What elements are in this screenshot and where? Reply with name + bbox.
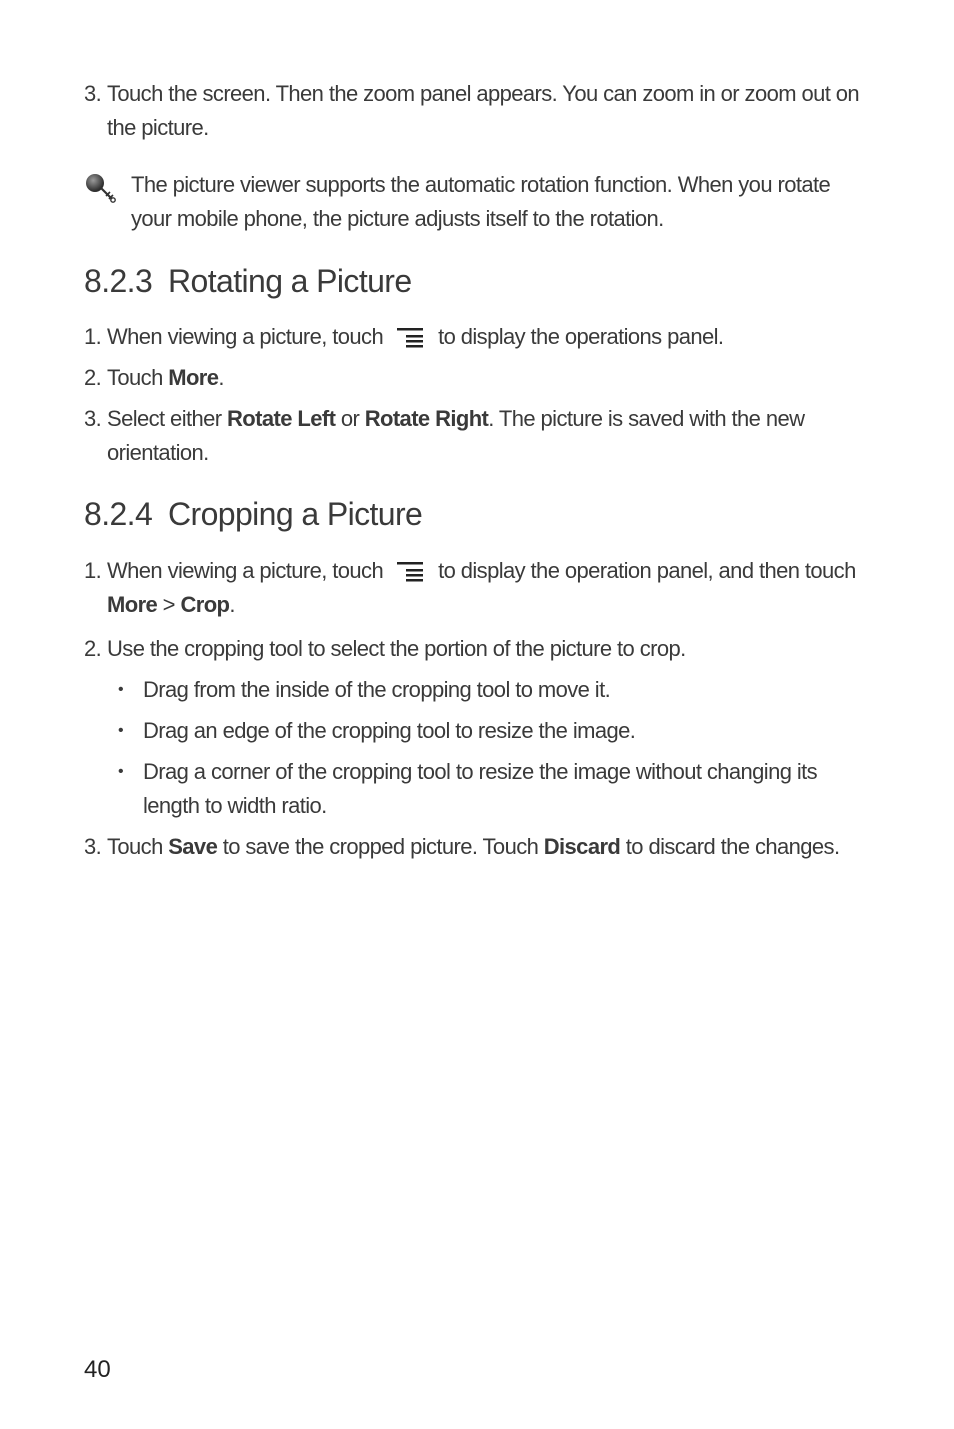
discard-label: Discard (543, 834, 621, 859)
rotate-step-1 (84, 320, 874, 354)
step-number: 2. (84, 365, 102, 390)
section-number: 8.2.3 (84, 263, 153, 299)
step-number: 3. (84, 834, 102, 859)
step-text: Select either (107, 406, 228, 431)
rotate-step-2 (84, 361, 874, 395)
list-item (118, 714, 874, 748)
step-number: 2. (84, 636, 102, 661)
section-heading-rotating (84, 261, 412, 301)
path-separator: > (157, 592, 181, 617)
step-text: Use the cropping tool to select the portion of the picture to crop. (107, 636, 686, 661)
step-text: . The picture is saved with the new orientation. (107, 406, 805, 465)
bullet-dot: • (118, 681, 124, 698)
step-text: to discard the changes. (620, 834, 840, 859)
more-label: More (107, 592, 158, 617)
crop-step-3 (84, 830, 874, 864)
step-text: to display the operations panel. (438, 324, 724, 349)
save-label: Save (168, 834, 218, 859)
bullet-text: Drag a corner of the cropping tool to resize the image without changing its length to width ratio. (143, 759, 818, 818)
crop-label: Crop (180, 592, 230, 617)
bullet-text: Drag an edge of the cropping tool to resize the image. (143, 718, 636, 743)
step-text: . (229, 592, 235, 617)
step-text: to display the operation panel, and then touch (438, 558, 856, 583)
menu-icon (397, 325, 425, 347)
section-heading-cropping (84, 494, 422, 534)
step-number: 3. (84, 81, 102, 106)
step-text: to save the cropped picture. Touch (217, 834, 544, 859)
step-number: 1. (84, 324, 102, 349)
bullet-dot: • (118, 763, 124, 780)
step-text: Touch the screen. Then the zoom panel appears. You can zoom in or zoom out on the picture. (107, 81, 860, 140)
step-text: or (335, 406, 365, 431)
step-text: Touch (107, 365, 169, 390)
note-text: The picture viewer supports the automatic rotation function. When you rotate your mobile phone, the picture adjusts itself to the rotation. (131, 172, 831, 231)
more-label: More (168, 365, 219, 390)
list-item (118, 673, 874, 707)
bullet-text: Drag from the inside of the cropping tool to move it. (143, 677, 611, 702)
note-box (84, 168, 874, 236)
note-icon (84, 172, 120, 204)
menu-icon (397, 559, 425, 581)
step-text: When viewing a picture, touch (107, 558, 384, 583)
step-text: When viewing a picture, touch (107, 324, 384, 349)
section-title: Cropping a Picture (168, 496, 423, 532)
section-number: 8.2.4 (84, 496, 153, 532)
list-item (118, 755, 874, 823)
bullet-dot: • (118, 722, 124, 739)
step-number: 1. (84, 558, 102, 583)
step-text: . (218, 365, 224, 390)
crop-step-2 (84, 632, 874, 666)
zoom-step (84, 77, 874, 145)
rotate-right-label: Rotate Right (364, 406, 489, 431)
page-number: 40 (84, 1356, 111, 1383)
step-number: 3. (84, 406, 102, 431)
rotate-left-label: Rotate Left (227, 406, 336, 431)
rotate-step-3 (84, 402, 874, 470)
section-title: Rotating a Picture (168, 263, 412, 299)
step-text: Touch (107, 834, 169, 859)
crop-step-1 (84, 554, 874, 622)
